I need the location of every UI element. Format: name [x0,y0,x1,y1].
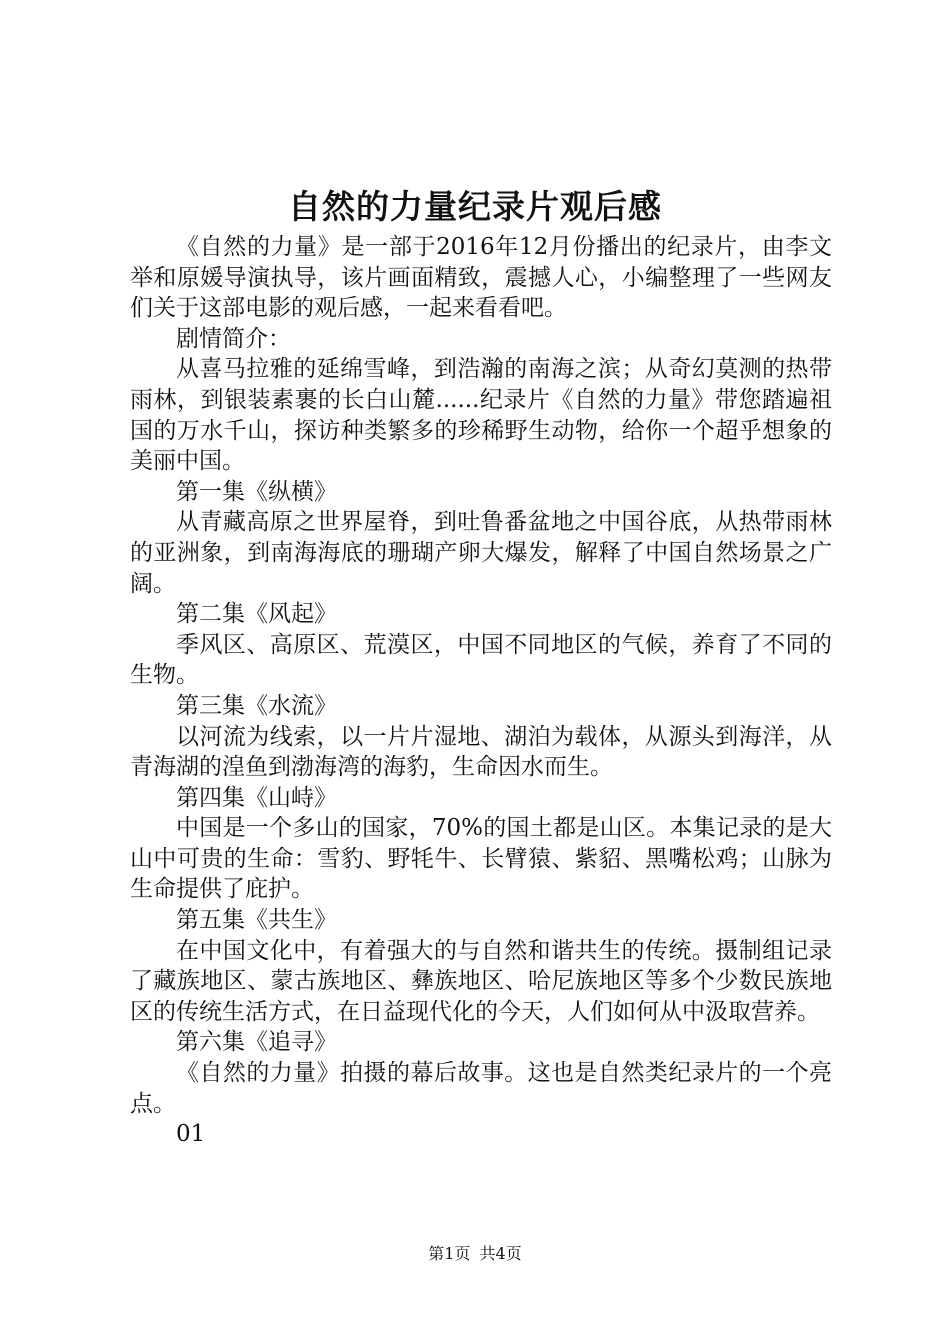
episode-5-text: 在中国文化中，有着强大的与自然和谐共生的传统。摄制组记录了藏族地区、蒙古族地区、彝族地区、哈尼族地区等多个少数民族地区的传统生活方式，在日益现代化的今天，人们如何从中汲取营养。 [130,937,832,1025]
paragraph-intro: 《自然的力量》是一部于2016年12月份播出的纪录片，由李文举和原媛导演执导，该片画面精致，震撼人心，小编整理了一些网友们关于这部电影的观后感，一起来看看吧。 [130,234,832,322]
document-body [130,232,832,1150]
episode-6-text: 《自然的力量》拍摄的幕后故事。这也是自然类纪录片的一个亮点。 [130,1060,832,1117]
episode-3-heading: 第三集《水流》 [176,692,337,719]
episode-1-heading: 第一集《纵横》 [176,478,337,505]
episode-5-heading: 第五集《共生》 [176,907,337,934]
section-number: 01 [176,1121,206,1148]
episode-1-text: 从青藏高原之世界屋脊，到吐鲁番盆地之中国谷底，从热带雨林的亚洲象，到南海海底的珊瑚产卵大爆发，解释了中国自然场景之广阔。 [130,509,832,597]
episode-3-text: 以河流为线索，以一片片湿地、湖泊为载体，从源头到海洋，从青海湖的湟鱼到渤海湾的海豹，生命因水而生。 [130,723,832,781]
episode-4-text: 中国是一个多山的国家，70%的国土都是山区。本集记录的是大山中可贵的生命：雪豹、野牦牛、长臂猿、紫貂、黑嘴松鸡；山脉为生命提供了庇护。 [130,815,832,903]
episode-2-heading: 第二集《风起》 [176,601,337,628]
page-footer [0,1242,950,1266]
episode-6-heading: 第六集《追寻》 [176,1029,337,1056]
paragraph-synopsis: 从喜马拉雅的延绵雪峰，到浩瀚的南海之滨；从奇幻莫测的热带雨林，到银装素裹的长白山麓......纪录片《自然的力量》带您踏遍祖国的万水千山，探访种类繁多的珍稀野生动物，给你一个超乎想象的美丽中国。 [130,356,832,475]
paragraph-synopsis-heading: 剧情简介： [176,325,291,352]
episode-2-text: 季风区、高原区、荒漠区，中国不同地区的气候，养育了不同的生物。 [130,631,832,689]
episode-4-heading: 第四集《山峙》 [176,784,337,811]
page-number: 第1页 [428,1244,471,1263]
document-title: 自然的力量纪录片观后感 [288,187,662,226]
page-total: 共4页 [479,1244,522,1263]
